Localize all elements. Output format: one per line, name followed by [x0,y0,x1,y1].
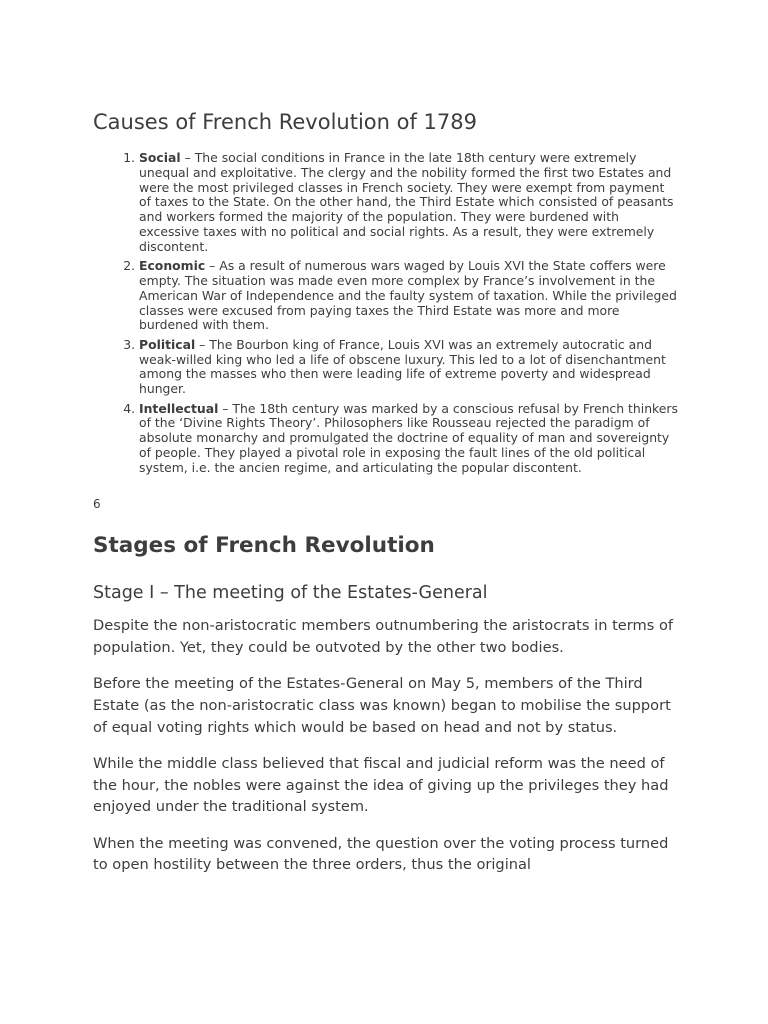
causes-list [93,151,679,480]
cause-label: Social [139,150,181,165]
paragraph: When the meeting was convened, the question over the voting process turned to open hostility between the three orders, thus the original [93,834,669,874]
cause-label: Intellectual [139,400,219,416]
cause-text: – The Bourbon king of France, Louis XVI was an extremely autocratic and weak-willed king who led a life of obscene luxury. This led to a lot of disenchantment among the masses who then were leading life of extreme poverty and widespread hunger. [139,336,666,397]
cause-text: – The social conditions in France in the late 18th century were extremely unequal and exploitative. The clergy and the nobility formed the first two Estates and were the most privileged classes in French society. They were exempt from payment of taxes to the State. On the other hand, the Third Estate which consisted of peasants and workers formed the majority of the population. They were burdened with excessive taxes with no political and social rights. As a result, they were extremely discontent. [139,150,674,254]
list-item-intellectual [139,402,679,476]
cause-text: – As a result of numerous wars waged by Louis XVI the State coffers were empty. The situation was made even more complex by France’s involvement in the American War of Independence and the faulty system of taxation. While the privileged classes were excused from paying taxes the Third Estate was more and more burdened with them. [139,258,677,333]
paragraph: Despite the non-aristocratic members outnumbering the aristocrats in terms of population. Yet, they could be outvoted by the other two bodies. [93,617,674,656]
stages-heading: Stages of French Revolution [93,533,435,558]
list-item-social [139,151,679,255]
stage-one-heading: Stage I – The meeting of the Estates-General [93,583,488,603]
cause-label: Political [139,336,196,352]
body-text [93,615,683,891]
footnote-marker: 6 [93,497,101,511]
cause-text: – The 18th century was marked by a conscious refusal by French thinkers of the ‘Divine Rights Theory’. Philosophers like Rousseau rejected the paradigm of absolute monarchy and promulgated the doctrine of equality of man and sovereignty of people. They played a pivotal role in exposing the fault lines of the old political system, i.e. the ancien regime, and articulating the popular discontent. [139,400,678,475]
list-item-political [139,338,679,397]
list-item-economic [139,259,679,333]
paragraph: Before the meeting of the Estates-General on May 5, members of the Third Estate (as the non-aristocratic class was known) began to mobilise the support of equal voting rights which would be based on head and not by status. [93,674,671,736]
cause-label: Economic [139,258,206,274]
paragraph: While the middle class believed that fiscal and judicial reform was the need of the hour, the nobles were against the idea of giving up the privileges they had enjoyed under the traditional system. [93,754,669,816]
page-title: Causes of French Revolution of 1789 [93,110,477,134]
